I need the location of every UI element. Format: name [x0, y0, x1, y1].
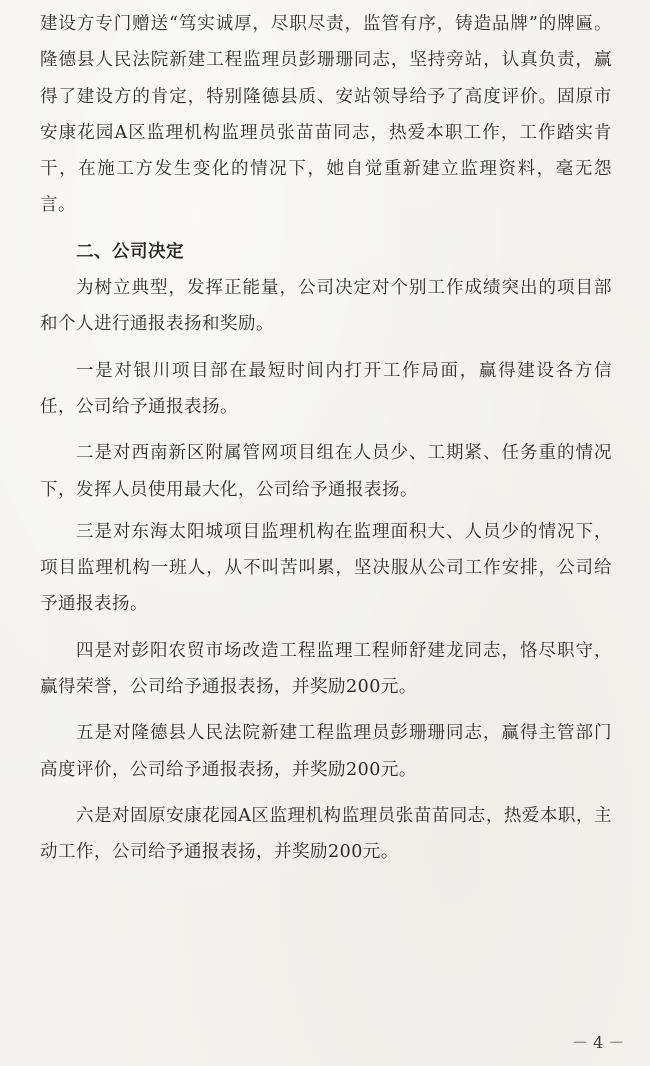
paragraph-item-6: 六是对固原安康花园A区监理机构监理员张苗苗同志，热爱本职，主动工作，公司给予通报表扬，并奖励200元。 — [40, 805, 612, 863]
paragraph-item-5: 五是对隆德县人民法院新建工程监理员彭珊珊同志，赢得主管部门高度评价，公司给予通报表扬，并奖励200元。 — [40, 723, 612, 780]
paragraph-item-3: 三是对东海太阳城项目监理机构在监理面积大、人员少的情况下，项目监理机构一班人，从不叫苦叫累，坚决服从公司工作安排，公司给予通报表扬。 — [40, 521, 612, 615]
paragraph-item-1: 一是对银川项目部在最短时间内打开工作局面，赢得建设各方信任，公司给予通报表扬。 — [40, 360, 612, 417]
document-body — [40, 6, 612, 871]
paragraph-item-2: 二是对西南新区附属管网项目组在人员少、工期紧、任务重的情况下，发挥人员使用最大化，公司给予通报表扬。 — [40, 443, 612, 500]
section-heading-company-decision: 二、公司决定 — [76, 241, 184, 262]
paragraph-item-4: 四是对彭阳农贸市场改造工程监理工程师舒建龙同志，恪尽职守，赢得荣誉，公司给予通报表扬，并奖励200元。 — [40, 640, 612, 698]
page-number: － 4 － — [572, 1033, 625, 1052]
paragraph-decision-intro: 为树立典型，发挥正能量，公司决定对个别工作成绩突出的项目部和个人进行通报表扬和奖励。 — [40, 278, 612, 335]
paragraph-commendation-details: 建设方专门赠送“笃实诚厚，尽职尽责，监管有序，铸造品牌”的牌匾。隆德县人民法院新建工程监理员彭珊珊同志，坚持旁站，认真负责，赢得了建设方的肯定，特别隆德县质、安站领导给予了高度评价。固原市安康花园A区监理机构监理员张苗苗同志，热爱本职工作，工作踏实肯干，在施工方发生变化的情况下，她自觉重新建立监理资料，毫无怨言。 — [40, 14, 612, 216]
